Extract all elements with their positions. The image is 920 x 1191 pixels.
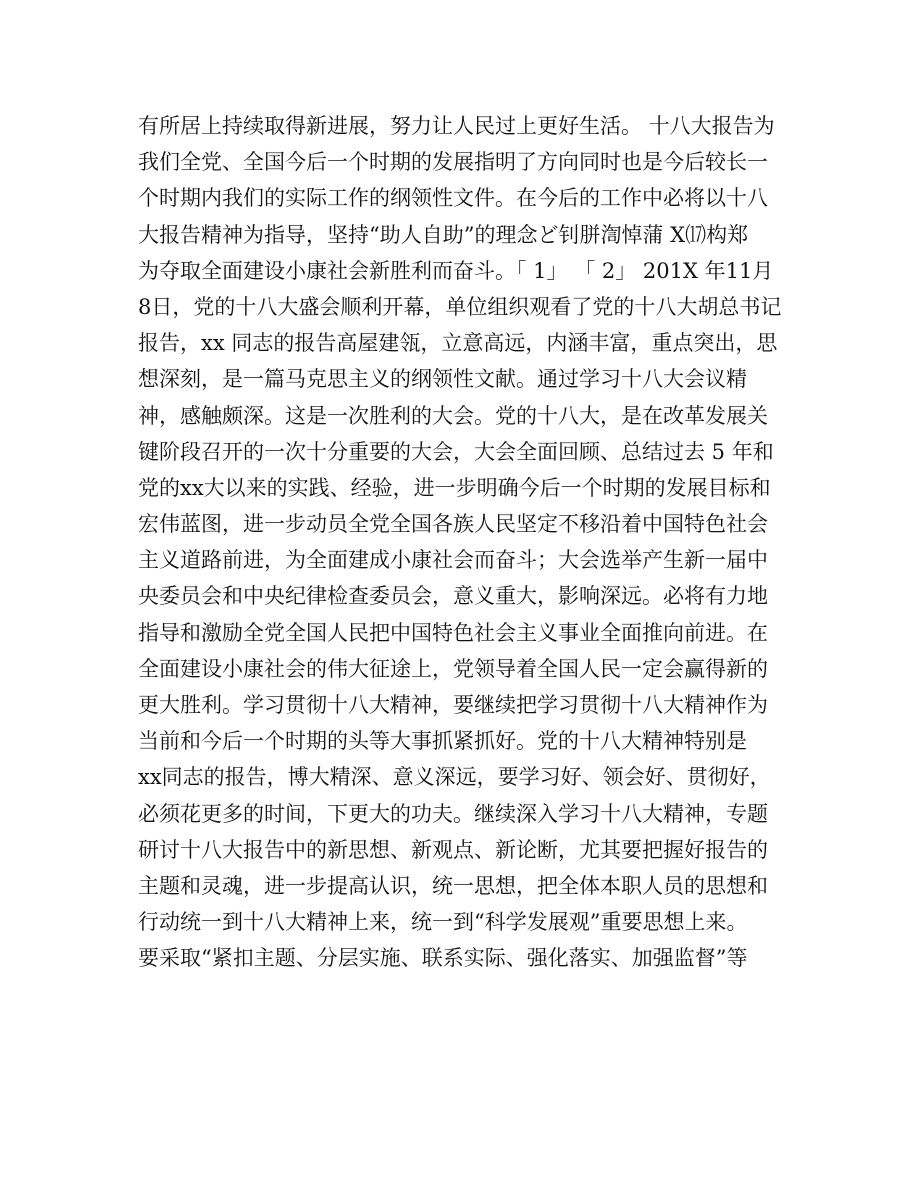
text-line: 全面建设小康社会的伟大征途上，党领导着全国人民一定会赢得新的 bbox=[138, 656, 768, 681]
text-line: 指导和激励全党全国人民把中国特色社会主义事业全面推向前进。在 bbox=[138, 620, 768, 645]
text-line: 我们全党、全国今后一个时期的发展指明了方向同时也是今后较长一 bbox=[138, 150, 768, 175]
body-text bbox=[138, 108, 788, 977]
text-line: 想深刻，是一篇马克思主义的纲领性文献。通过学习十八大会议精 bbox=[138, 367, 747, 392]
text-line: 行动统一到十八大精神上来，统一到“科学发展观”重要思想上来。 bbox=[138, 910, 748, 935]
text-line: 主义道路前进，为全面建成小康社会而奋斗；大会选举产生新一届中 bbox=[138, 548, 768, 573]
text-line: 报告，xx 同志的报告高屋建瓴，立意高远，内涵丰富，重点突出，思 bbox=[138, 331, 778, 356]
text-line: 要采取“紧扣主题、分层实施、联系实际、强化落实、加强监督”等 bbox=[138, 946, 748, 971]
text-line: 主题和灵魂，进一步提高认识，统一思想，把全体本职人员的思想和 bbox=[138, 873, 768, 898]
text-line: xx同志的报告，博大精深、意义深远，要学习好、领会好、贯彻好， bbox=[138, 765, 771, 790]
text-line: 大报告精神为指导，坚持“助人自助”的理念ど钊胼渹悼蒲 X⒄构郑 bbox=[138, 222, 749, 247]
text-line: 研讨十八大报告中的新思想、新观点、新论断，尤其要把握好报告的 bbox=[138, 837, 768, 862]
text-line: 为夺取全面建设小康社会新胜利而奋斗。「 1」 「 2」 201X 年11月 bbox=[138, 258, 774, 283]
text-line: 央委员会和中央纪律检查委员会，意义重大，影响深远。必将有力地 bbox=[138, 584, 768, 609]
text-line: 个时期内我们的实际工作的纲领性文件。在今后的工作中必将以十八 bbox=[138, 186, 768, 211]
text-line: 当前和今后一个时期的头等大事抓紧抓好。党的十八大精神特别是 bbox=[138, 729, 747, 754]
text-line: 更大胜利。学习贯彻十八大精神，要继续把学习贯彻十八大精神作为 bbox=[138, 693, 768, 717]
text-line: 必须花更多的时间，下更大的功夫。继续深入学习十八大精神，专题 bbox=[138, 801, 768, 826]
text-line: 有所居上持续取得新进展，努力让人民过上更好生活。 十八大报告为 bbox=[138, 114, 775, 138]
text-line: 神，感触颇深。这是一次胜利的大会。党的十八大，是在改革发展关 bbox=[138, 403, 768, 428]
text-line: 8日，党的十八大盛会顺利开幕，单位组织观看了党的十八大胡总书记 bbox=[138, 294, 782, 319]
text-line: 党的xx大以来的实践、经验，进一步明确今后一个时期的发展目标和 bbox=[138, 475, 771, 500]
text-line: 宏伟蓝图，进一步动员全党全国各族人民坚定不移沿着中国特色社会 bbox=[138, 512, 768, 537]
text-line: 键阶段召开的一次十分重要的大会，大会全面回顾、总结过去 5 年和 bbox=[138, 439, 774, 464]
